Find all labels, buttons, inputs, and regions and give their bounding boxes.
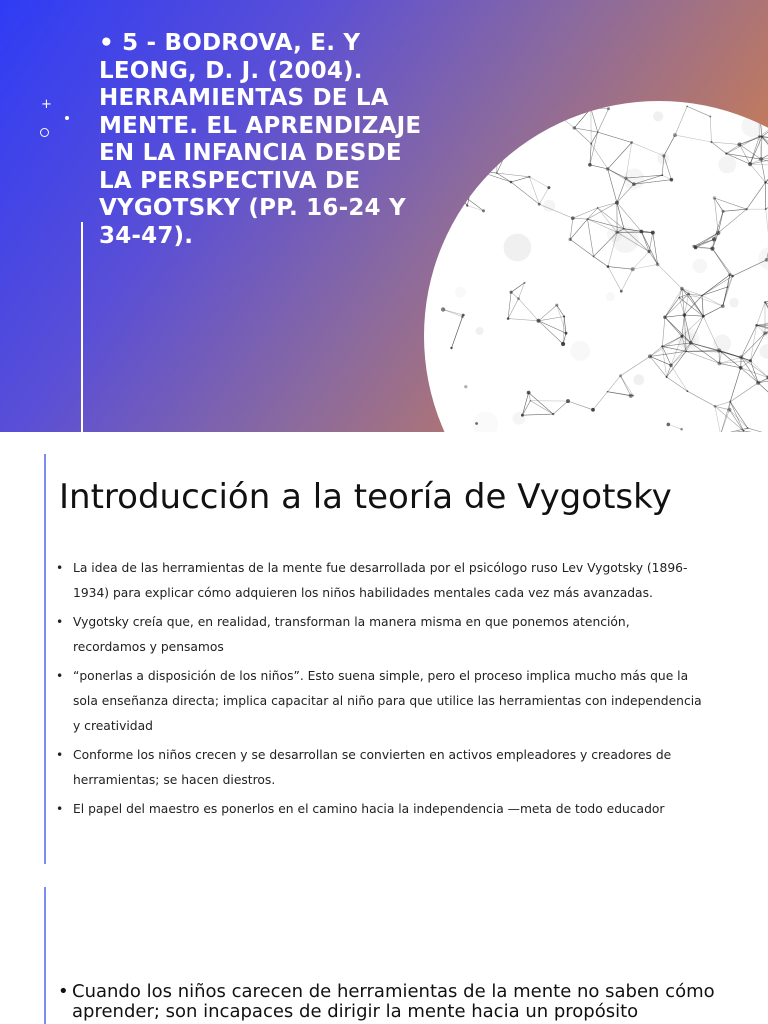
bullet-item: • Vygotsky creía que, en realidad, transforman la manera misma en que ponemos atención, recordamos y pensamos (55, 610, 705, 660)
divider-line (81, 222, 83, 432)
title-slide (0, 0, 768, 432)
circle-icon (40, 128, 49, 137)
accent-line (44, 454, 46, 864)
bullet-item: • El papel del maestro es ponerlos en el camino hacia la independencia —meta de todo educador (55, 797, 705, 822)
slide-body-text: • Cuando los niños carecen de herramientas de la mente no saben cómo aprender; son incapaces de dirigir la mente hacia un propósito (58, 982, 768, 1022)
next-slide (0, 865, 768, 1024)
bullet-item: • Conforme los niños crecen y se desarrollan se convierten en activos empleadores y creadores de herramientas; se hacen diestros. (55, 743, 705, 793)
reference-title: • 5 - BODROVA, E. Y LEONG, D. J. (2004). HERRAMIENTAS DE LA MENTE. EL APRENDIZAJE EN LA INFANCIA DESDE LA PERSPECTIVA DE VYGOTSKY (PP. 16-24 Y 34-47). (99, 30, 422, 249)
intro-bullet-list (55, 556, 705, 826)
intro-title: Introducción a la teoría de Vygotsky (59, 477, 672, 517)
accent-line (44, 887, 46, 1024)
bullet-item: • “ponerlas a disposición de los niños”. Esto suena simple, pero el proceso implica mucho más que la sola enseñanza directa; implica capacitar al niño para que utilice las herramientas con independencia y creatividad (55, 664, 705, 739)
plus-icon: + (41, 97, 52, 112)
network-graphic (424, 101, 768, 432)
intro-slide (0, 432, 768, 865)
network-image (424, 101, 768, 432)
bullet-item: • La idea de las herramientas de la mente fue desarrollada por el psicólogo ruso Lev Vygotsky (1896-1934) para explicar cómo adquieren los niños habilidades mentales cada vez más avanzadas. (55, 556, 705, 606)
dot-icon (65, 116, 69, 120)
